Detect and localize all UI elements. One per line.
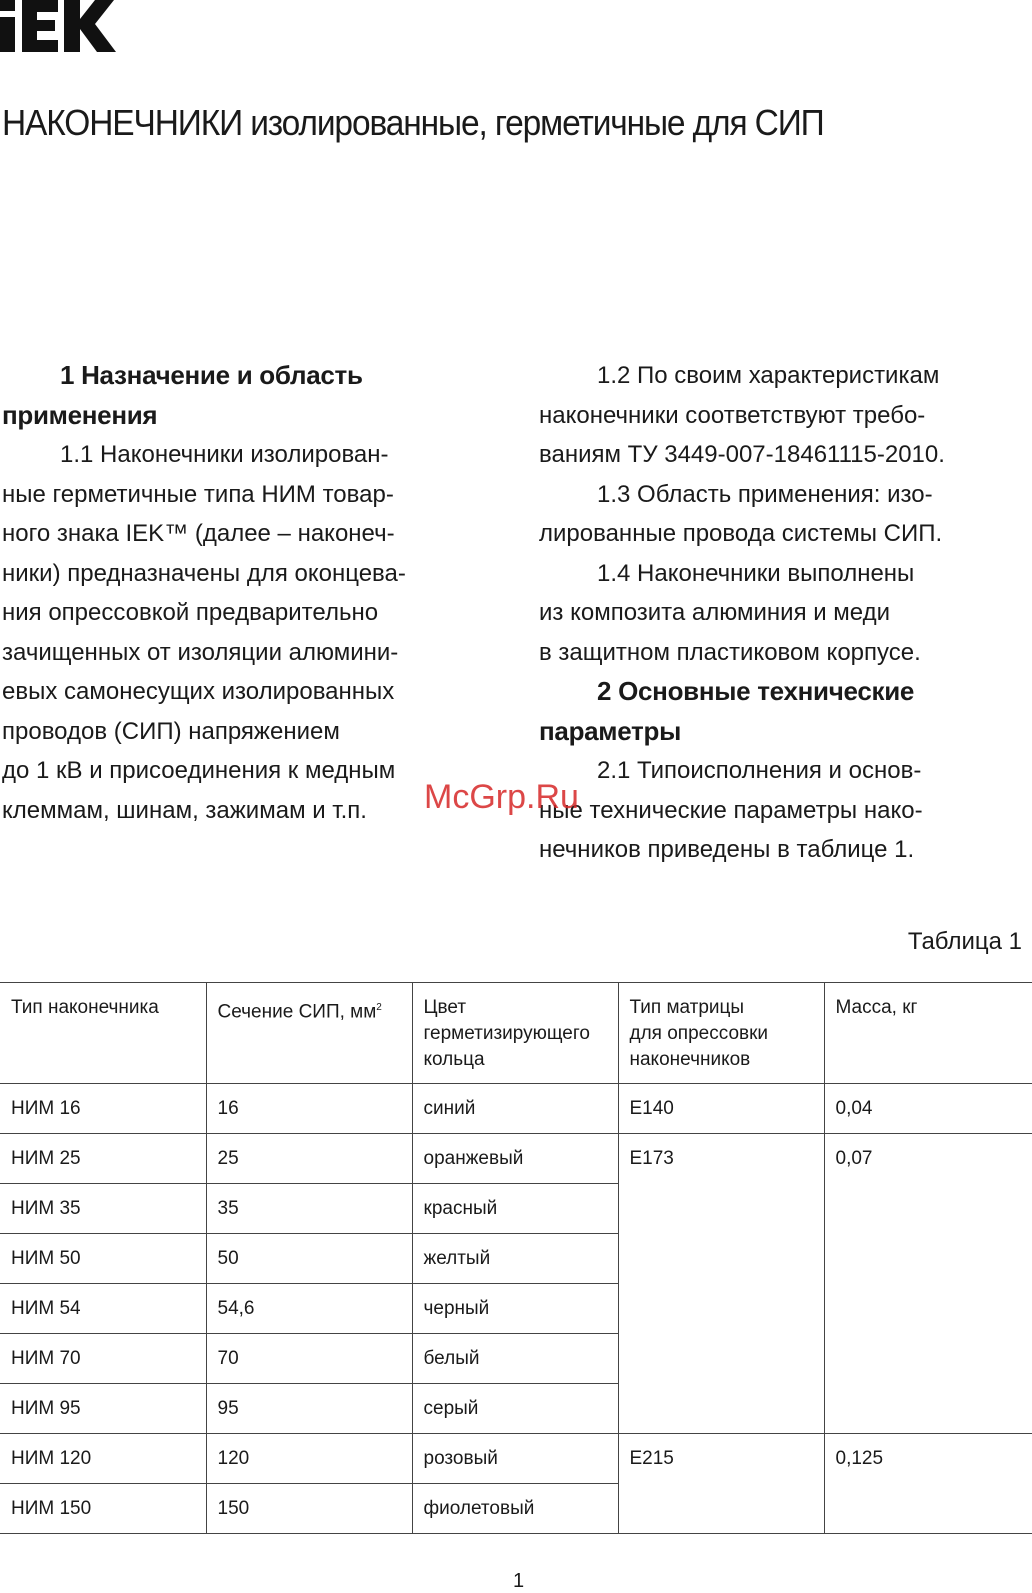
cell-type: НИМ 150 [0,1484,206,1534]
cell-matrix: Е173 [618,1134,824,1434]
cell-type: НИМ 54 [0,1284,206,1334]
cell-section: 16 [206,1084,412,1134]
paragraph-1-1-line: ного знака IEK™ (далее – наконеч- [2,520,395,547]
header-matrix [618,983,824,1084]
paragraph-1-1-line: клеммам, шинам, зажимам и т.п. [2,796,367,824]
right-column [539,356,1029,870]
header-text-line: кольца [423,1049,485,1070]
cell-matrix: Е215 [618,1434,824,1534]
specs-table [0,982,1032,1534]
header-type: Тип наконечника [0,983,206,1084]
superscript: 2 [376,1002,382,1013]
cell-color: оранжевый [412,1134,618,1184]
cell-type: НИМ 120 [0,1434,206,1484]
section-2-heading-cont: параметры [539,715,681,746]
cell-type: НИМ 50 [0,1234,206,1284]
cell-type: НИМ 70 [0,1334,206,1384]
paragraph-1-4-line: в защитном пластиковом корпусе. [539,638,921,666]
cell-mass: 0,125 [824,1434,1032,1534]
cell-section: 95 [206,1384,412,1434]
paragraph-1-4-line: 1.4 Наконечники выполнены [597,559,915,587]
paragraph-1-2-line: 1.2 По своим характеристикам [597,362,940,389]
paragraph-1-1-line: ния опрессовкой предварительно [2,599,379,626]
paragraph-1-1-line: ники) предназначены для оконцева- [2,559,406,587]
paragraph-1-1-line: евых самонесущих изолированных [2,678,395,705]
cell-type: НИМ 35 [0,1184,206,1234]
paragraph-1-1-line: до 1 кВ и присоединения к медным [2,757,396,784]
table-caption: Таблица 1 [907,928,1022,955]
document-title: НАКОНЕЧНИКИ изолированные, герметичные для СИП [2,102,824,143]
cell-type: НИМ 25 [0,1134,206,1184]
paragraph-1-4-line: из композита алюминия и меди [539,599,891,626]
cell-section: 120 [206,1434,412,1484]
cell-color: фиолетовый [412,1484,618,1534]
cell-color: синий [412,1084,618,1134]
cell-color: серый [412,1384,618,1434]
cell-type: НИМ 95 [0,1384,206,1434]
cell-section: 150 [206,1484,412,1534]
section-2-heading: 2 Основные технические [597,676,915,706]
header-section [206,983,412,1084]
header-text-line: наконечников [629,1049,751,1070]
cell-mass: 0,04 [824,1084,1032,1134]
paragraph-1-2-line: наконечники соответствуют требо- [539,401,926,429]
cell-section: 50 [206,1234,412,1284]
header-text-line: Сечение СИП, мм [217,1001,377,1023]
cell-type: НИМ 16 [0,1084,206,1134]
table-row [0,1084,1032,1134]
iek-logo [0,0,116,54]
paragraph-1-1-line: зачищенных от изоляции алюмини- [2,638,399,666]
table-row [0,1434,1032,1484]
cell-color: красный [412,1184,618,1234]
cell-section: 25 [206,1134,412,1184]
paragraph-1-2-line: ваниям ТУ 3449-007-18461115-2010. [539,441,945,468]
paragraph-1-1-line: 1.1 Наконечники изолирован- [60,441,389,468]
watermark: McGrp.Ru [424,778,579,816]
paragraph-2-1-line: ные технические параметры нако- [539,796,923,824]
header-text-line: Цвет [423,997,467,1018]
header-text-line: для опрессовки [629,1023,769,1044]
cell-color: белый [412,1334,618,1384]
page-number: 1 [513,1570,525,1592]
paragraph-1-1-line: проводов (СИП) напряжением [2,717,340,745]
header-text-line: Тип матрицы [629,997,745,1018]
paragraph-2-1-line: нечников приведены в таблице 1. [539,836,915,863]
section-1-heading-cont: применения [2,399,158,430]
header-text-line: герметизирующего [423,1023,590,1044]
cell-section: 35 [206,1184,412,1234]
paragraph-2-1-line: 2.1 Типоисполнения и основ- [597,757,922,784]
cell-color: желтый [412,1234,618,1284]
section-1-heading: 1 Назначение и область [60,360,363,390]
cell-color: черный [412,1284,618,1334]
paragraph-1-1-line: ные герметичные типа НИМ товар- [2,480,394,508]
cell-matrix: Е140 [618,1084,824,1134]
cell-section: 54,6 [206,1284,412,1334]
cell-section: 70 [206,1334,412,1384]
paragraph-1-3-line: лированные провода системы СИП. [539,520,943,547]
left-column [2,356,492,830]
cell-color: розовый [412,1434,618,1484]
table-row [0,1134,1032,1184]
paragraph-1-3-line: 1.3 Область применения: изо- [597,480,933,508]
table-header-row [0,983,1032,1084]
cell-mass: 0,07 [824,1134,1032,1434]
header-mass: Масса, кг [824,983,1032,1084]
header-ring-color [412,983,618,1084]
